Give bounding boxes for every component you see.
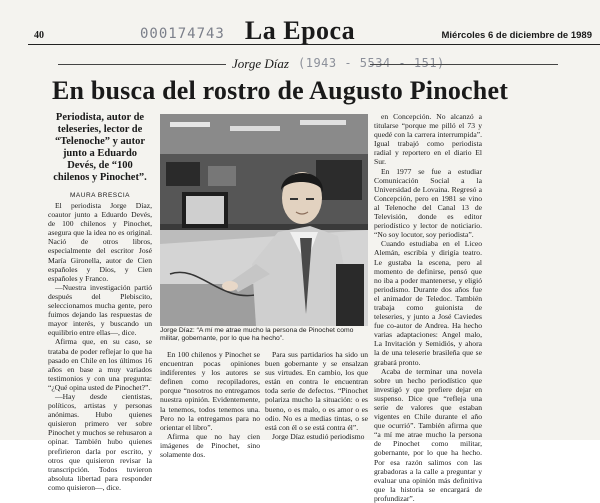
issue-date: Miércoles 6 de diciembre de 1989: [441, 30, 592, 41]
article-headline: En busca del rostro de Augusto Pinochet: [51, 76, 509, 105]
paragraph: Jorge Díaz estudió periodismo: [272, 431, 365, 441]
newspaper-masthead: La Epoca: [244, 16, 356, 45]
photo-caption: Jorge Díaz: “A mí me atrae mucho la persona de Pinochet como militar, gobernante, por lo que ha hecho”.: [160, 327, 354, 343]
header-divider: [28, 44, 600, 45]
author-credit: MAURA BRESCIA: [70, 192, 130, 199]
paragraph: —Hay desde cientistas, políticos, artistas y personas anónimas. Hubo quienes quisieron primero ver sobre Pinochet y muchos se rehusaron a opinar. También hubo quienes prefirieron darla por escrito, y otros que quisieron revisar la transcripción. Todos tuvieron absoluta libertad para responder como quisieron—, dice.: [48, 391, 152, 492]
right-column-text: [374, 112, 482, 503]
left-column-text: [48, 201, 152, 492]
paragraph: El periodista Jorge Díaz, coautor junto a Eduardo Devés, de 100 chilenos y Pinochet, asegura que la idea no es original. Nació de otros libros, especialmente del escritor José María Gironella, autor de Cien españoles y Dios, y Cien españoles y Franco.: [48, 201, 152, 283]
page-number: 40: [34, 30, 44, 41]
paragraph: —Nuestra investigación partió después del Plebiscito, seleccionamos mucha gente, pero fuimos dejando las respuestas de mayor interés, y buscando un equilibrio entre ellas—, dice.: [48, 282, 152, 338]
paragraph: Cuando estudiaba en el Liceo Alemán, escribía y dirigía teatro. Le gustaba la escena, pero al momento de definirse, pensó que no iba a poder mantenerse, y eligió periodismo. Durante dos años fue el animador de Teledoc. También trabaja como guionista de teleseries, y junto a José Caviedes fue co-autor de Andrea. Ha hecho varias adaptaciones: Angel malo, La Invitación y Semidiós, y ahora la de una teleserie brasileña que se grabará pronto.: [374, 239, 482, 367]
paragraph: Acaba de terminar una novela sobre un hecho periodístico que investigó y que prefiere dejar en suspenso. Dice que “refleja una serie de valores que estaban vigentes en Chile durante el año que ocurrió”. También afirma que “a mí me atrae mucho la persona de Pinochet como militar, gobernante, por lo que ha hecho. Por esa razón salimos con las grabadoras a la calle a preguntar y evaluar una opinión más definitiva que la historia se encargará de profundizar”.: [374, 366, 482, 503]
paragraph: en Concepción. No alcanzó a titularse “porque me pilló el 73 y quedé con la carrera interrumpida”. Igual trabajó como periodista radial y reportero en el diario El Sur.: [374, 112, 482, 167]
article-photo: [160, 114, 368, 326]
byline-rule-right: [370, 64, 558, 65]
paragraph: Afirma que, en su caso, se trataba de poder reflejar lo que ha pasado en Chile en los últimos 16 años en base a muy variados testimonios y con una pregunta: “¿Qué opina usted de Pinochet?”.: [48, 337, 152, 392]
paragraph: En 100 chilenos y Pinochet se encuentran pocas opiniones indiferentes y los autores se definen como recopiladores, porque “nosotros no entregamos nuestra opinión. Evidentemente, la tenemos, todos tenemos una. Pero no la entregamos para no orientar el libro”.: [160, 350, 260, 432]
handwritten-archive-note: (1943 - 5534 - 151): [298, 56, 445, 70]
paragraph: Afirma que no hay cien imágenes de Pinochet, sino solamente dos.: [160, 431, 260, 460]
middle-column-1-text: [160, 350, 260, 459]
portrait-photo-illustration: [160, 114, 368, 326]
byline-rule-left: [58, 64, 226, 65]
left-column: [48, 112, 152, 492]
paragraph: En 1977 se fue a estudiar Comunicación Social a la Universidad de Lovaina. Regresó a Concepción, pero en 1981 se vino al Telenoche del Canal 13 de Televisión, donde es editor periodístico y lector de noticiario. “No soy locutor, soy periodista”.: [374, 166, 482, 240]
article-byline: Jorge Díaz: [232, 56, 289, 71]
handwritten-archive-code: 000174743: [140, 26, 225, 42]
middle-column-2-text: [265, 350, 368, 441]
article-deck: Periodista, autor de teleseries, lector de “Telenoche” y autor junto a Eduardo Devés, de “100 chilenos y Pinochet”.: [53, 112, 147, 183]
paragraph: Para sus partidarios ha sido un buen gobernante y se ensalzan sus virtudes. En cambio, los que están en contra le encuentran toda serie de defectos. “Pinochet polariza mucho la situación: o es bueno, o es malo, o es amor o es odio. No es a medias tintas, o se está con él o se está contra él”.: [265, 350, 368, 432]
